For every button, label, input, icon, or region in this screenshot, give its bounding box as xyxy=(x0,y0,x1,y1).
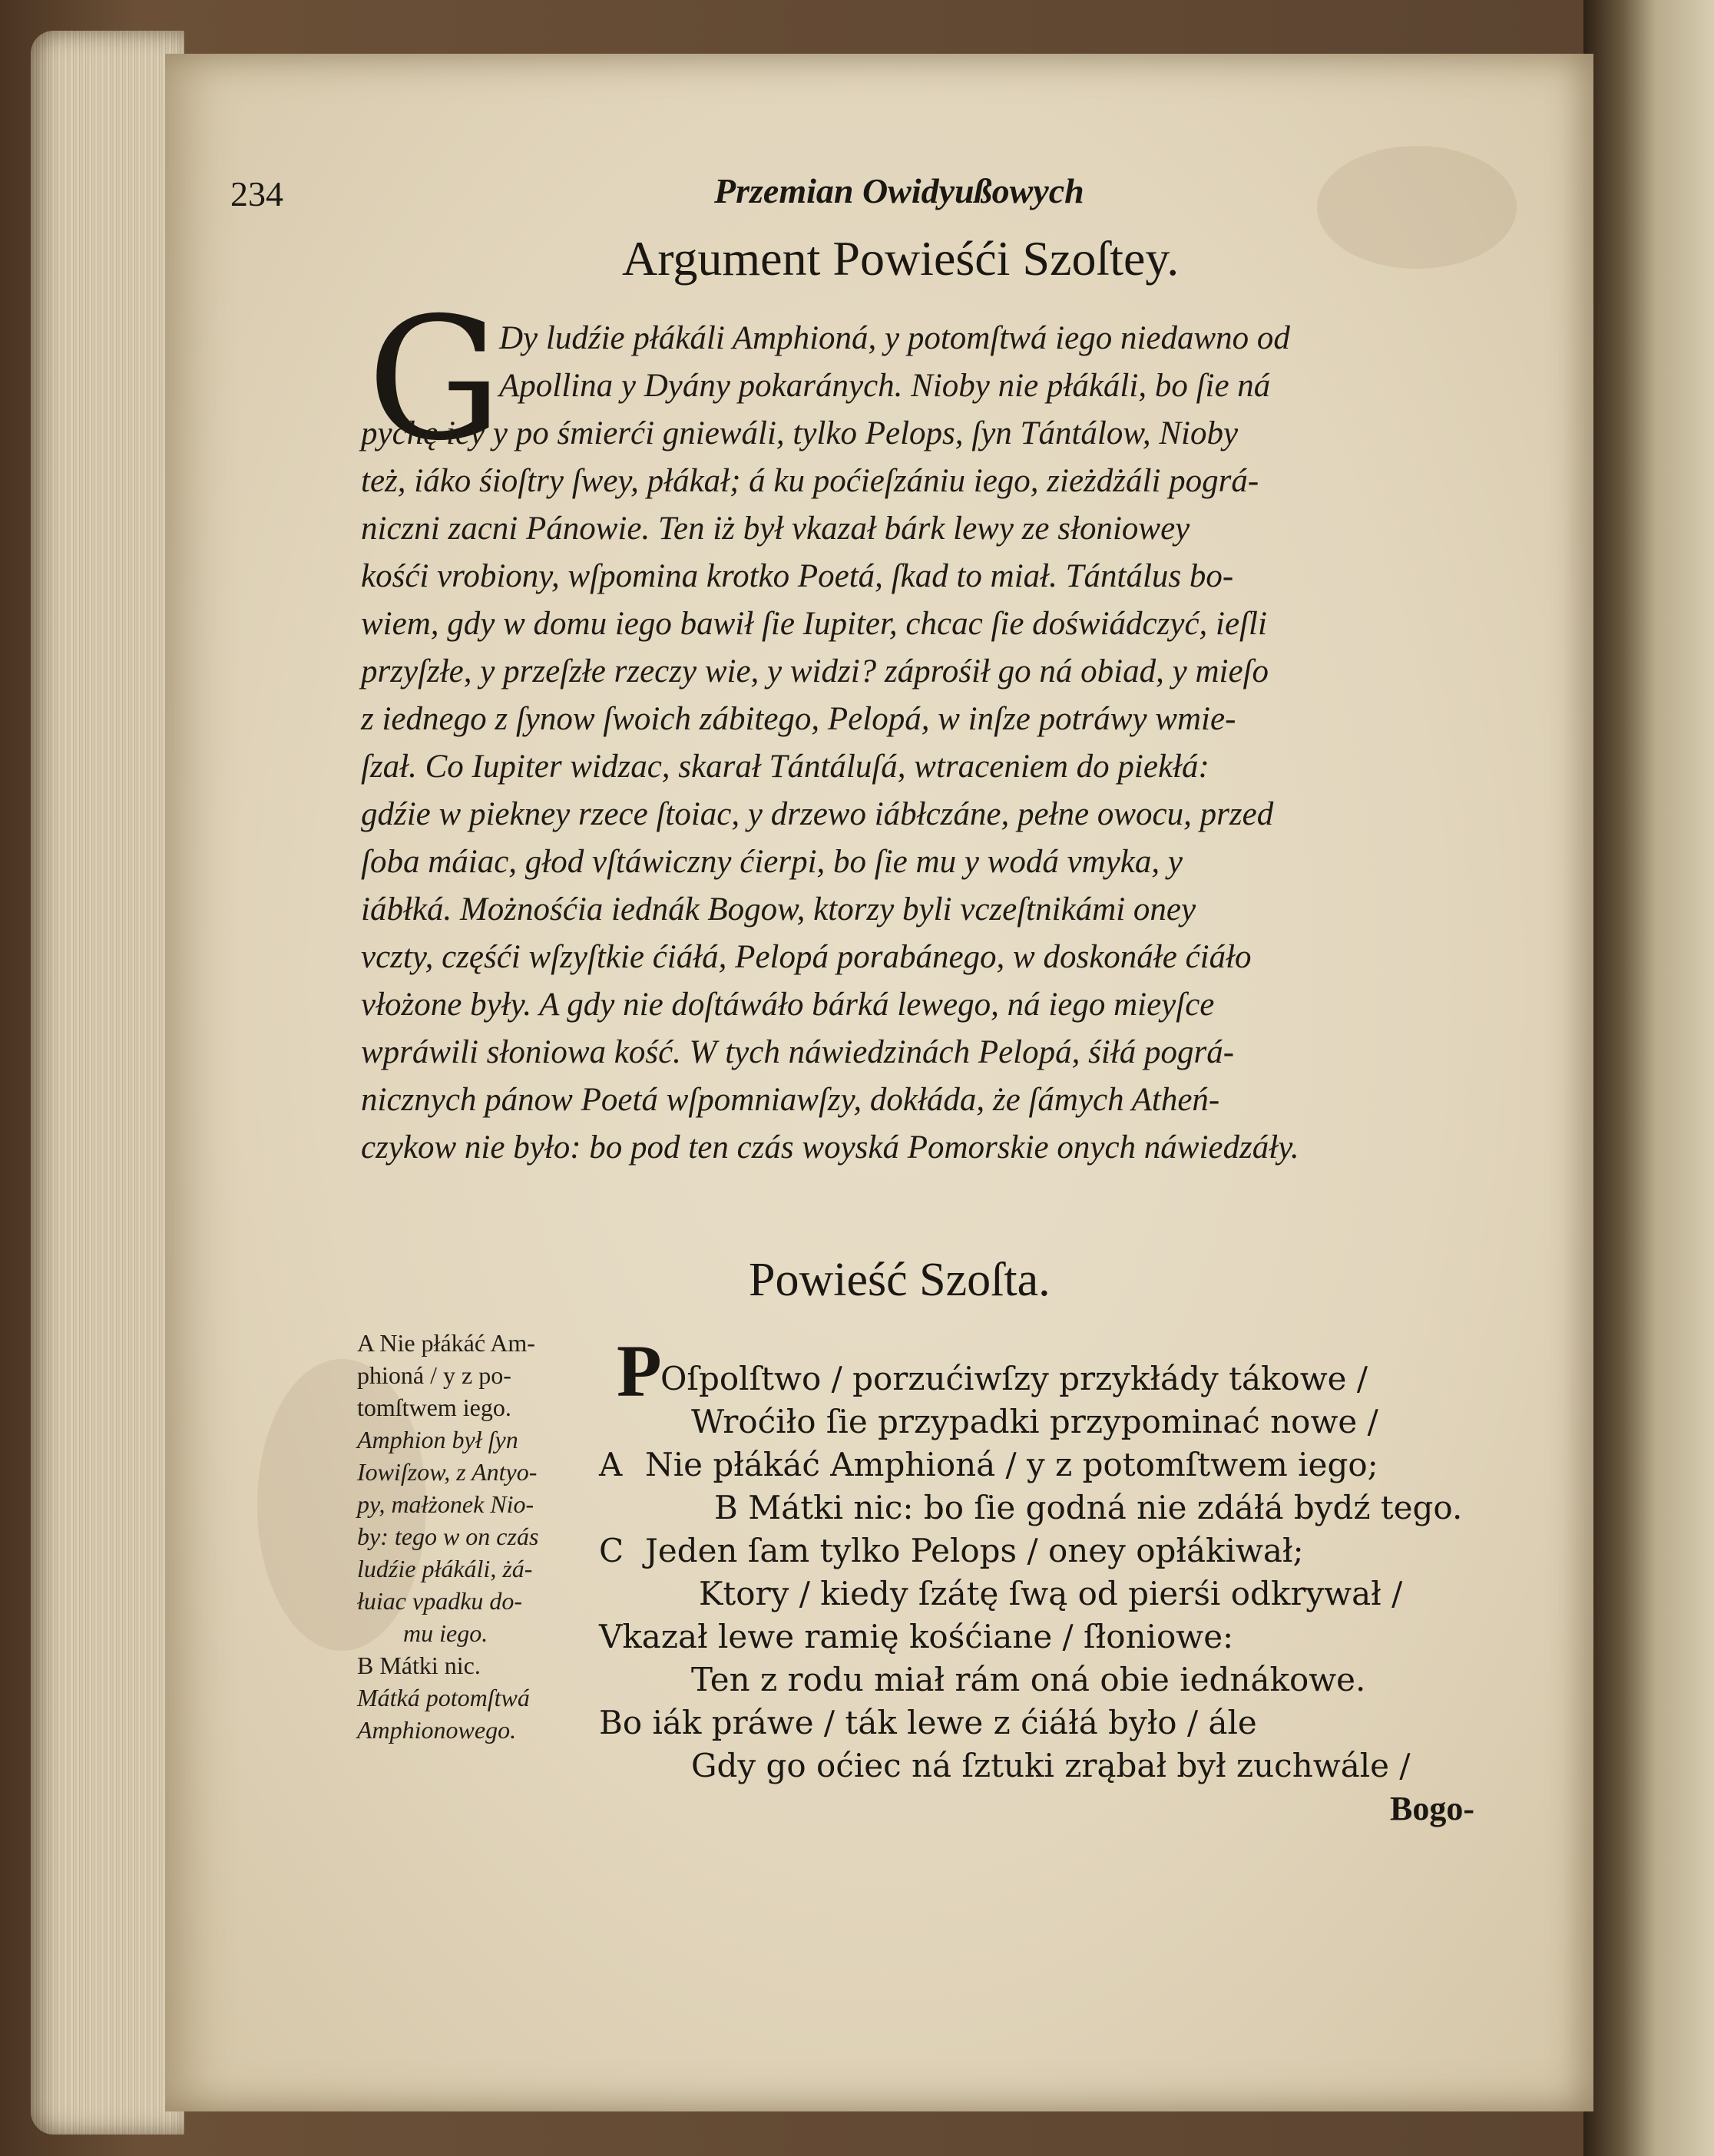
argument-line: wiem, gdy w domu iego bawił ſie Iupiter, chcac ſie doświádczyć, ieſli xyxy=(361,606,1267,642)
verse-text: Ten z rodu miał rám oná obie iednákowe. xyxy=(691,1661,1366,1698)
argument-line: nicznych pánow Poetá wſpomniawſzy, dokłáda, że ſámych Atheń- xyxy=(361,1082,1220,1118)
verse-initial: P xyxy=(617,1330,662,1412)
marginal-note-line: phioná / y z po- xyxy=(357,1361,511,1389)
verse-text: Jeden ſam tylko Pelops / oney opłákiwał; xyxy=(645,1532,1304,1569)
marginal-notes xyxy=(357,1327,603,1746)
verse-text: Ktory / kiedy ſzátę ſwą od pierśi odkrywał / xyxy=(699,1575,1403,1612)
verse-block xyxy=(599,1357,1536,1787)
marginal-note-line: Amphionowego. xyxy=(357,1716,517,1744)
argument-line: Dy ludźie płákáli Amphioná, y potomſtwá iego niedawno od xyxy=(499,320,1290,356)
verse-line xyxy=(599,1486,1536,1529)
argument-line: niczni zacni Pánowie. Ten iż był vkazał bárk lewy ze słoniowey xyxy=(361,511,1190,547)
drop-cap: G xyxy=(367,281,502,478)
verse-line xyxy=(599,1658,1536,1701)
argument-line: vczty, częśći wſzyſtkie ćiáłá, Pelopá porabánego, w doskonáłe ćiáło xyxy=(361,939,1252,975)
marginal-note-line: B Mátki nic. xyxy=(357,1652,481,1679)
argument-line: czykow nie było: bo pod ten czás woyská Pomorskie onych náwiedzáły. xyxy=(361,1129,1299,1166)
argument-line: iábłká. Możnośćia iednák Bogow, ktorzy byli vczeſtnikámi oney xyxy=(361,891,1196,928)
argument-line: też, iáko śioſtry ſwey, płákał; á ku poćieſzániu iego, zieżdżáli pográ- xyxy=(361,463,1259,499)
marginal-note-line: A Nie płákáć Am- xyxy=(357,1329,535,1357)
argument-line: przyſzłe, y przeſzłe rzeczy wie, y widzi? záprośił go ná obiad, y mieſo xyxy=(361,653,1269,689)
paper-stain xyxy=(1317,146,1517,269)
verse-marker: C xyxy=(599,1532,624,1569)
argument-line: pychę iey y po śmierći gniewáli, tylko Pelops, ſyn Tántálow, Nioby xyxy=(361,415,1239,451)
verse-text: Bo iák práwe / ták lewe z ćiáłá było / ále xyxy=(599,1704,1257,1741)
marginal-note-line: Mátká potomſtwá xyxy=(357,1684,530,1711)
marginal-note-line: łuiac vpadku do- xyxy=(357,1587,523,1615)
verse-text: Oſpolſtwo / porzućiwſzy przykłády tákowe / xyxy=(660,1360,1368,1397)
argument-line: ſoba máiac, głod vſtáwiczny ćierpi, bo ſie mu y wodá vmyka, y xyxy=(361,844,1183,880)
verse-line xyxy=(599,1357,1536,1400)
marginal-note-line: Amphion był ſyn xyxy=(357,1426,518,1453)
argument-line: z iednego z ſynow ſwoich zábitego, Pelopá, w inſze potráwy wmie- xyxy=(361,701,1236,737)
verse-text: Gdy go oćiec ná ſztuki zrąbał był zuchwále / xyxy=(691,1747,1411,1784)
verse-line xyxy=(599,1443,1536,1486)
verse-text: Vkazał lewe ramię kośćiane / ſłoniowe: xyxy=(599,1618,1234,1655)
verse-line xyxy=(599,1529,1536,1572)
argument-line: kośći vrobiony, wſpomina krotko Poetá, ſkad to miał. Tántálus bo- xyxy=(361,558,1234,594)
page-number: 234 xyxy=(230,174,283,213)
marginal-note-line: ludźie płákáli, żá- xyxy=(357,1555,533,1582)
facing-page-edge xyxy=(1583,0,1714,2156)
verse-line xyxy=(599,1744,1536,1787)
verse-line xyxy=(599,1572,1536,1615)
argument-line: vłożone były. A gdy nie doſtáwáło bárká lewego, ná iego mieyſce xyxy=(361,987,1215,1023)
marginal-note-line: tomſtwem iego. xyxy=(357,1394,511,1421)
verse-marker: A xyxy=(599,1446,623,1483)
argument-line: gdźie w piekney rzece ſtoiac, y drzewo iábłczáne, pełne owocu, przed xyxy=(361,796,1274,832)
story-title: Powieść Szoſta. xyxy=(749,1254,1051,1306)
marginal-note-line: py, małżonek Nio- xyxy=(357,1490,534,1518)
verse-text: Wroćiło ſie przypadki przypominać nowe / xyxy=(691,1403,1378,1440)
marginal-note-line: Iowiſzow, z Antyo- xyxy=(357,1458,538,1486)
verse-line xyxy=(599,1400,1536,1443)
argument-line: Apollina y Dyány pokaránych. Nioby nie płákáli, bo ſie ná xyxy=(499,368,1271,404)
verse-text: B Mátki nic: bo ſie godná nie zdáłá bydź tego. xyxy=(714,1489,1463,1526)
marginal-note-line: by: tego w on czás xyxy=(357,1523,539,1550)
marginal-note-line: mu iego. xyxy=(403,1619,488,1647)
verse-line xyxy=(599,1615,1536,1658)
argument-line: wpráwili słoniowa kość. W tych náwiedzinách Pelopá, śiłá pográ- xyxy=(361,1034,1235,1070)
catchword: Bogo- xyxy=(1390,1790,1474,1827)
argument-text xyxy=(361,315,1513,1172)
argument-line: ſzał. Co Iupiter widzac, skarał Tántáluſá, wtraceniem do piekłá: xyxy=(361,749,1209,785)
page-edges xyxy=(31,31,184,2135)
running-head: Przemian Owidyußowych xyxy=(714,171,1084,210)
verse-text: Nie płákáć Amphioná / y z potomſtwem iego; xyxy=(645,1446,1378,1483)
verse-line xyxy=(599,1701,1536,1744)
argument-title: Argument Powieśći Szoſtey. xyxy=(622,231,1180,286)
